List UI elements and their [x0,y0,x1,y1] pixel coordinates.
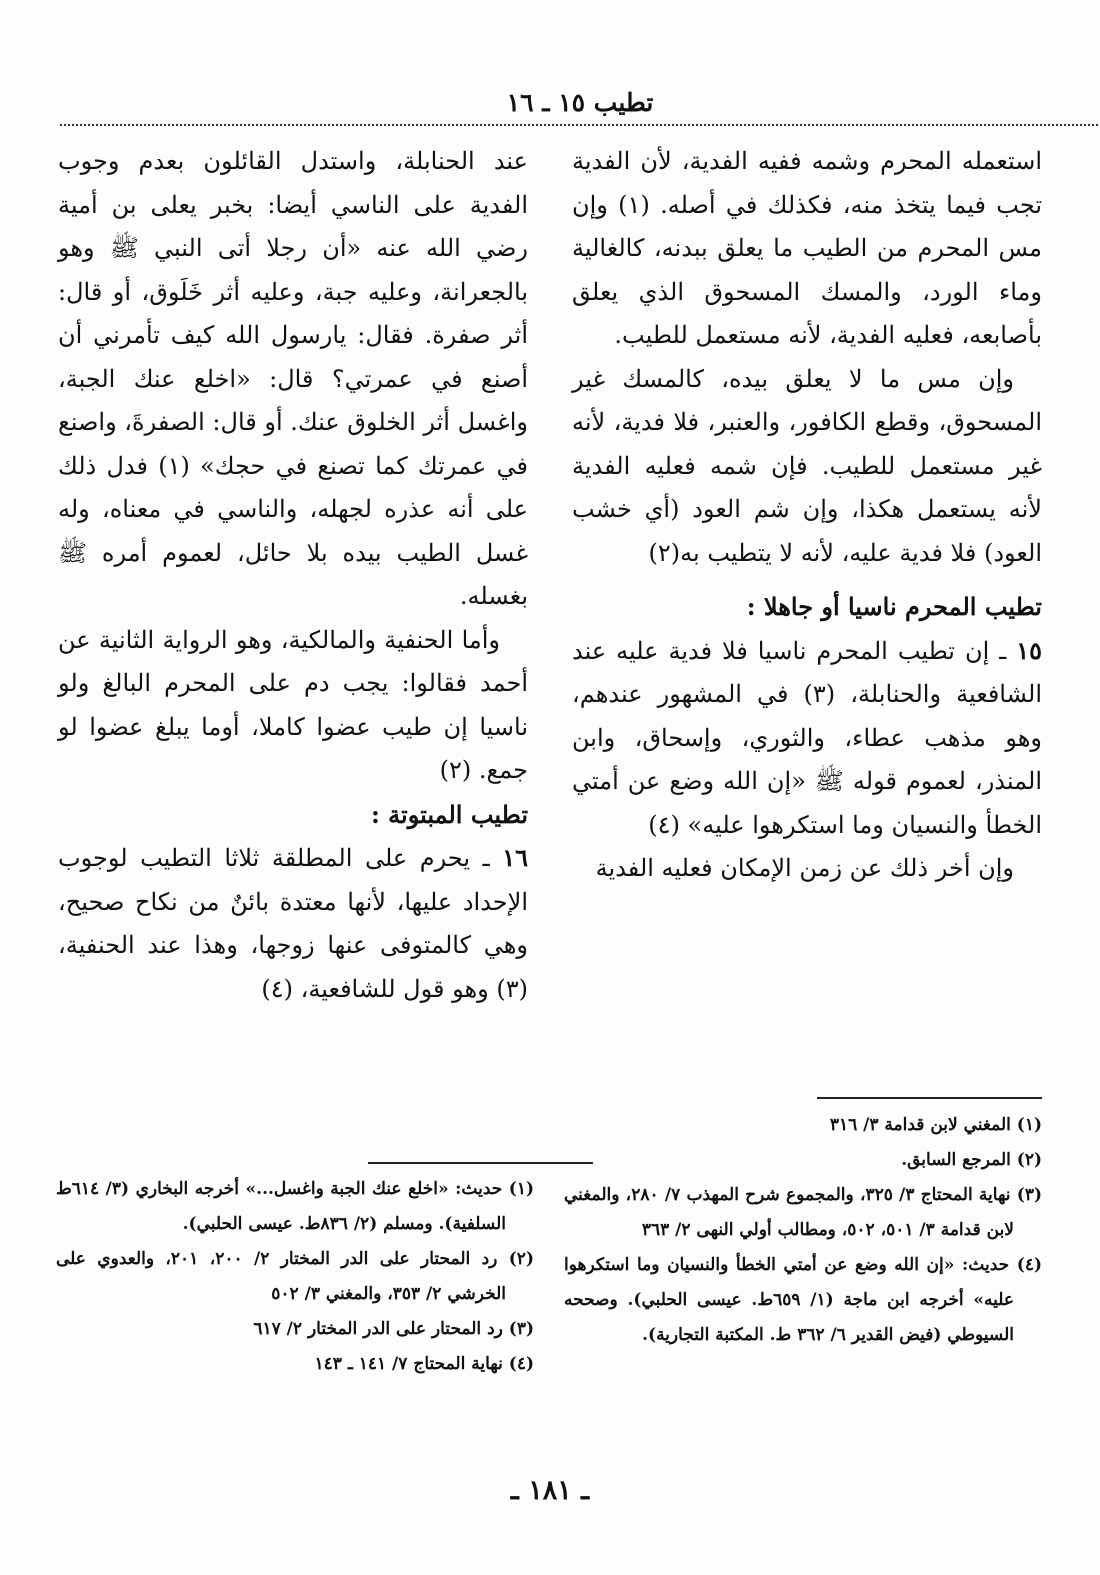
footnote-left-3: (٣) رد المحتار على الدر المختار ٢/ ٦١٧ [253,1319,534,1339]
page-number: ـ ١٨١ ـ [510,1475,590,1506]
section-15-number: ١٥ [1016,635,1042,665]
section-16-text: ـ يحرم على المطلقة ثلاثا التطيب لوجوب الإحداد عليها، لأنها معتدة بائنٌ من نكاح صحيح، وهي كالمتوفى عنها زوجها، وهذا عند الحنفية، (٣) وهو قول للشافعية، (٤) [58,844,529,1003]
section-15-text: ـ إن تطيب المحرم ناسيا فلا فدية عليه عند الشافعية والحنابلة، (٣) في المشهور عندهم، وهو مذهب عطاء، والثوري، وإسحاق، وابن المنذر، لعموم قوله ﷺ «إن الله وضع عن أمتي الخطأ والنسيان وما استكرهوا عليه» (٤) [572,636,1042,839]
footnote-right-1: (١) المغني لابن قدامة ٣/ ٣١٦ [829,1115,1042,1135]
footnote-left-4: (٤) نهاية المحتاج ٧/ ١٤١ ـ ١٤٣ [314,1354,534,1374]
footnote-rule-left [368,1162,593,1164]
left-paragraph-2: وأما الحنفية والمالكية، وهو الرواية الثانية عن أحمد فقالوا: يجب دم على المحرم البالغ ولو ناسيا إن طيب عضوا كاملا، أوما يبلغ عضوا لو جمع. (٢) [58,625,528,784]
left-column [58,140,528,1011]
header-dotted-rule [60,124,1098,126]
section-heading-forgetful: تطيب المحرم ناسيا أو جاهلا : [746,592,1042,621]
section-heading-divorced: تطيب المبتوتة : [370,799,528,829]
right-paragraph-1: استعمله المحرم وشمه ففيه الفدية، لأن الفدية تجب فيما يتخذ منه، فكذلك في أصله. (١) وإن مس المحرم من الطيب ما يعلق ببدنه، كالغالية وماء الورد، والمسك المسحوق الذي يعلق بأصابعه، فعليه الفدية، لأنه مستعمل للطيب. [572,147,1043,349]
footnote-rule-right [817,1097,1042,1099]
page-header-title: تطيب ١٥ ـ ١٦ [506,88,654,117]
footnote-right-3: (٣) نهاية المحتاج ٣/ ٣٢٥، والمجموع شرح المهذب ٧/ ٢٨٠، والمغني لابن قدامة ٣/ ٥٠١، ٥٠٢، ومطالب أولي النهى ٢/ ٣٦٣ [564,1185,1042,1240]
section-16-number: ١٦ [502,843,528,872]
footnote-left-2: (٢) رد المحتار على الدر المختار ٢/ ٢٠٠، ٢٠١، والعدوي على الخرشي ٢/ ٣٥٣، والمغني ٣/ ٥٠٢ [56,1249,534,1304]
footnotes-left [56,1172,534,1382]
footnote-right-4: (٤) حديث: «إن الله وضع عن أمتي الخطأ والنسيان وما استكرهوا عليه» أخرجه ابن ماجة (١/ ٦٥٩ط. عيسى الحلبي). وصححه السيوطي (فيض القدير ٦/ ٣٦٢ ط. المكتبة التجارية). [564,1255,1042,1345]
footnotes-right [564,1108,1042,1353]
left-paragraph-1: عند الحنابلة، واستدل القائلون بعدم وجوب الفدية على الناسي أيضا: بخبر يعلى بن أمية رضي الله عنه «أن رجلا أتى النبي ﷺ وهو بالجعرانة، وعليه جبة، وعليه أثر خَلَوق، أو قال: أثر صفرة. فقال: يارسول الله كيف تأمرني أن أصنع في عمرتي؟ قال: «اخلع عنك الجبة، واغسل أثر الخلوق عنك. أو قال: الصفرةَ، واصنع في عمرتك كما تصنع في حجك» (١) فدل ذلك على أنه عذره لجهله، والناسي في معناه، وله غسل الطيب بيده بلا حائل، لعموم أمره ﷺ بغسله. [58,147,528,610]
footnote-right-2: (٢) المرجع السابق. [901,1150,1042,1170]
right-last-line: وإن أخر ذلك عن زمن الإمكان فعليه الفدية [595,854,1014,882]
footnote-left-1: (١) حديث: «اخلع عنك الجبة واغسل...» أخرجه البخاري (٣/ ٦١٤ط السلفية). ومسلم (٢/ ٨٣٦ط. عيسى الحلبي). [56,1179,534,1234]
section-15-paragraph [572,629,1042,848]
right-column [572,140,1042,891]
right-paragraph-2: وإن مس ما لا يعلق بيده، كالمسك غير المسحوق، وقطع الكافور، والعنبر، فلا فدية، لأنه غير مستعمل للطيب. فإن شمه فعليه الفدية لأنه يستعمل هكذا، وإن شم العود (أي خشب العود) فلا فدية عليه، لأنه لا يتطيب به(٢) [572,364,1042,567]
section-16-paragraph [58,836,528,1011]
